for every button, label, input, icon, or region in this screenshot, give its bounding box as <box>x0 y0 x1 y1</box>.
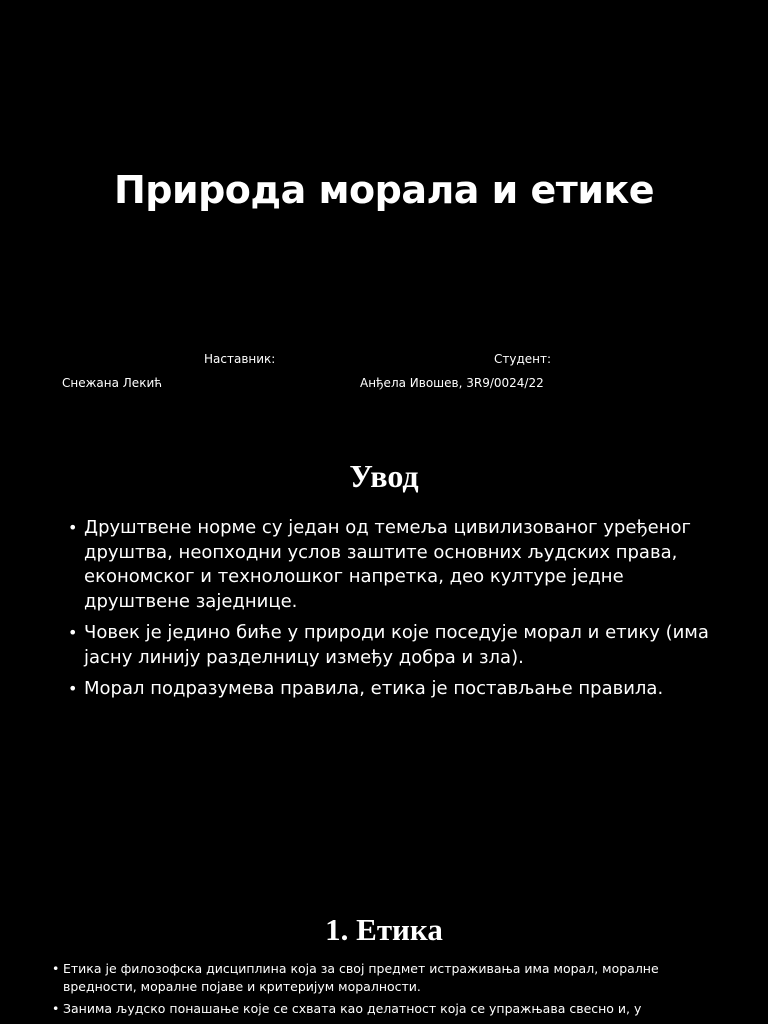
intro-bullet: • Морал подразумева правила, етика је постављање правила. <box>66 677 726 702</box>
presentation-title: Природа морала и етике <box>113 168 655 212</box>
ethics-title: 1. Етика <box>325 912 443 947</box>
teacher-name: Снежана Лекић <box>62 376 163 390</box>
intro-title: Увод <box>349 458 419 494</box>
student-label: Студент: <box>494 352 552 366</box>
ethics-bullet: • Етика је филозофска дисциплина која за свој предмет истраживања има морал, моралне вредности, моралне појаве и критеријум моралности. <box>52 960 712 996</box>
ethics-bullet-list <box>52 960 712 1022</box>
student-name: Анђела Ивошев, 3R9/0024/22 <box>360 376 544 390</box>
ethics-bullet: • Занима људско понашање које се схвата као делатност која се упражњава свесно и, у <box>52 1000 712 1018</box>
intro-bullet: • Друштвене норме су један од темеља цивилизованог уређеног друштва, неопходни услов заштите основних људских права, економског и технолошког напретка, део културе једне друштвене заједнице. <box>66 516 726 614</box>
intro-bullet-list <box>66 516 726 709</box>
intro-bullet: • Човек је једино биће у природи које поседује морал и етику (има јасну линију разделницу између добра и зла). <box>66 621 726 670</box>
ethics-slide <box>0 900 768 1024</box>
title-slide <box>0 0 768 440</box>
teacher-label: Наставник: <box>204 352 276 366</box>
intro-slide <box>0 440 768 900</box>
